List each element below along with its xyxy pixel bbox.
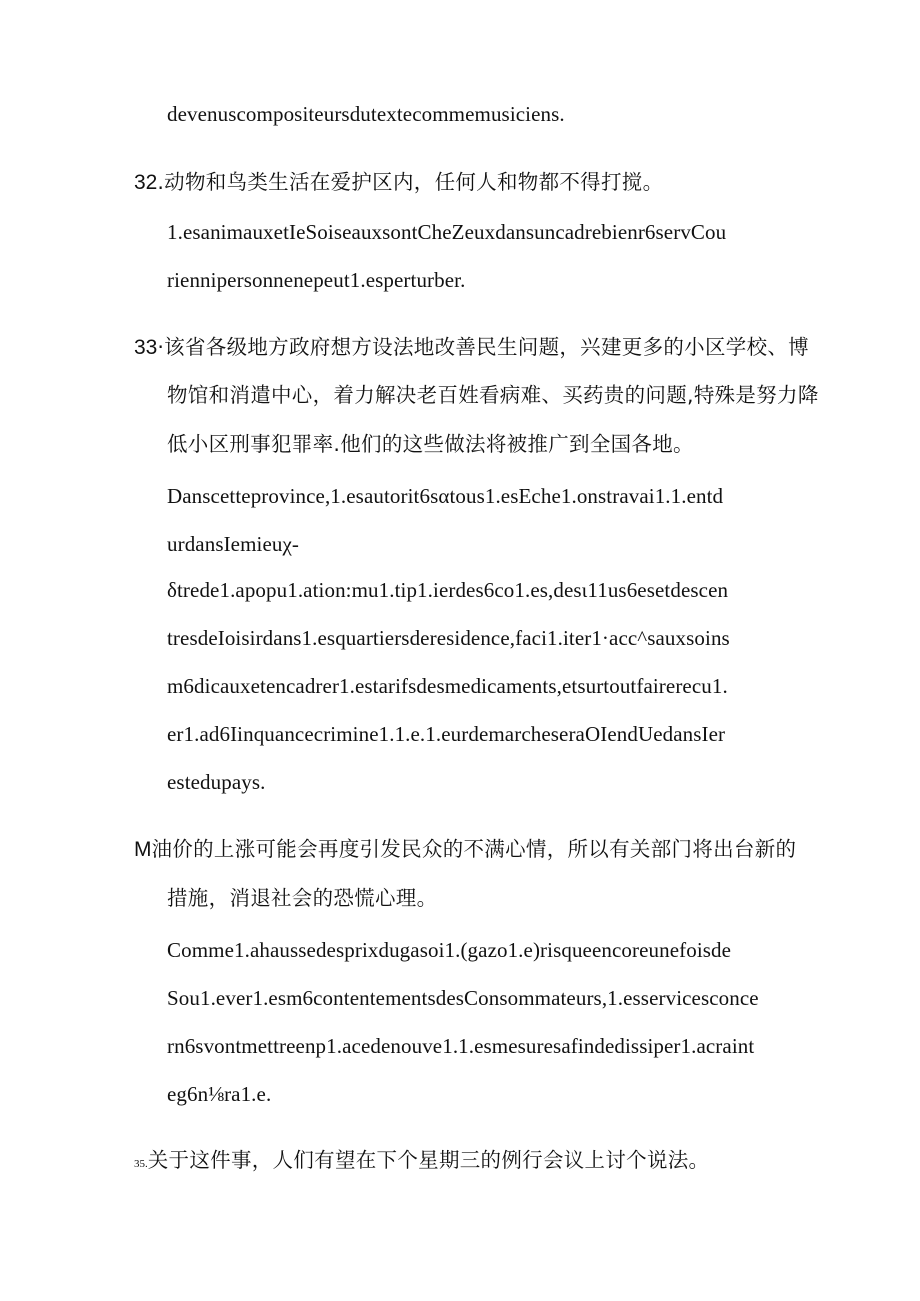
question-33-french-line: estedupays. <box>167 770 266 794</box>
question-32-french-line: riennipersonnenepeut1.esperturber. <box>167 268 466 292</box>
question-33-heading <box>134 333 809 362</box>
question-33-french-line: er1.ad6Iinquancecrimine1.1.e.1.eurdemarcheseraOIendUedansIer <box>167 722 726 746</box>
question-33-chinese-line: ·该省各级地方政府想方设法地改善民生问题，兴建更多的小区学校、博 <box>157 335 809 359</box>
question-34-french-line: Comme1.ahaussedesprixdugasoi1.(gazo1.e)risqueencoreunefoisde <box>167 938 732 962</box>
question-34-chinese-line: 油价的上涨可能会再度引发民众的不满心情，所以有关部门将出台新的 <box>151 837 797 861</box>
question-35-heading <box>134 1146 709 1178</box>
question-32-number: 32 <box>134 171 158 194</box>
question-34-french-line: eg6n⅛ra1.e. <box>167 1082 272 1106</box>
question-35-chinese: 关于这件事，人们有望在下个星期三的例行会议上讨个说法。 <box>147 1148 710 1172</box>
question-33-chinese-line: 低小区刑事犯罪率.他们的这些做法将被推广到全国各地。 <box>167 432 694 456</box>
question-34-french-line: rn6svontmettreenp1.acedenouve1.1.esmesuresafindedissiper1.acraint <box>167 1034 755 1058</box>
question-33-number: 33 <box>134 336 158 359</box>
question-34-chinese-line: 措施，消退社会的恐慌心理。 <box>167 886 438 910</box>
question-34-french-line: Sou1.ever1.esm6contentementsdesConsommateurs,1.esservicesconce <box>167 986 759 1010</box>
question-34-number: M <box>134 838 152 861</box>
question-33-french-line: tresdeIoisirdans1.esquartiersderesidence,faci1.iter1·acc^sauxsoins <box>167 626 730 650</box>
question-33-french-line: m6dicauxetencadrer1.estarifsdesmedicaments,etsurtoutfairerecu1. <box>167 674 728 698</box>
question-32-french-line: 1.esanimauxetIeSoiseauxsontCheZeuxdansuncadrebienr6servCou <box>167 220 727 244</box>
question-35-number: 35. <box>134 1158 148 1170</box>
question-33-chinese-line: 物馆和消遣中心，着力解决老百姓看病难、买药贵的问题,特殊是努力降 <box>167 383 819 407</box>
question-33-french-line: δtrede1.apopu1.ation:mu1.tip1.ierdes6co1.es,desι11us6esetdescen <box>167 578 729 602</box>
question-33-french-line: urdansIemieuχ- <box>167 532 300 556</box>
question-32-heading <box>134 168 663 197</box>
continuation-line: devenuscompositeursdutextecommemusiciens. <box>167 102 565 126</box>
question-33-french-line: Danscetteprovince,1.esautorit6sαtous1.esEche1.onstravai1.1.entd <box>167 484 724 508</box>
question-34-heading <box>134 835 796 864</box>
question-32-chinese: .动物和鸟类生活在爱护区内，任何人和物都不得打搅。 <box>157 170 664 194</box>
